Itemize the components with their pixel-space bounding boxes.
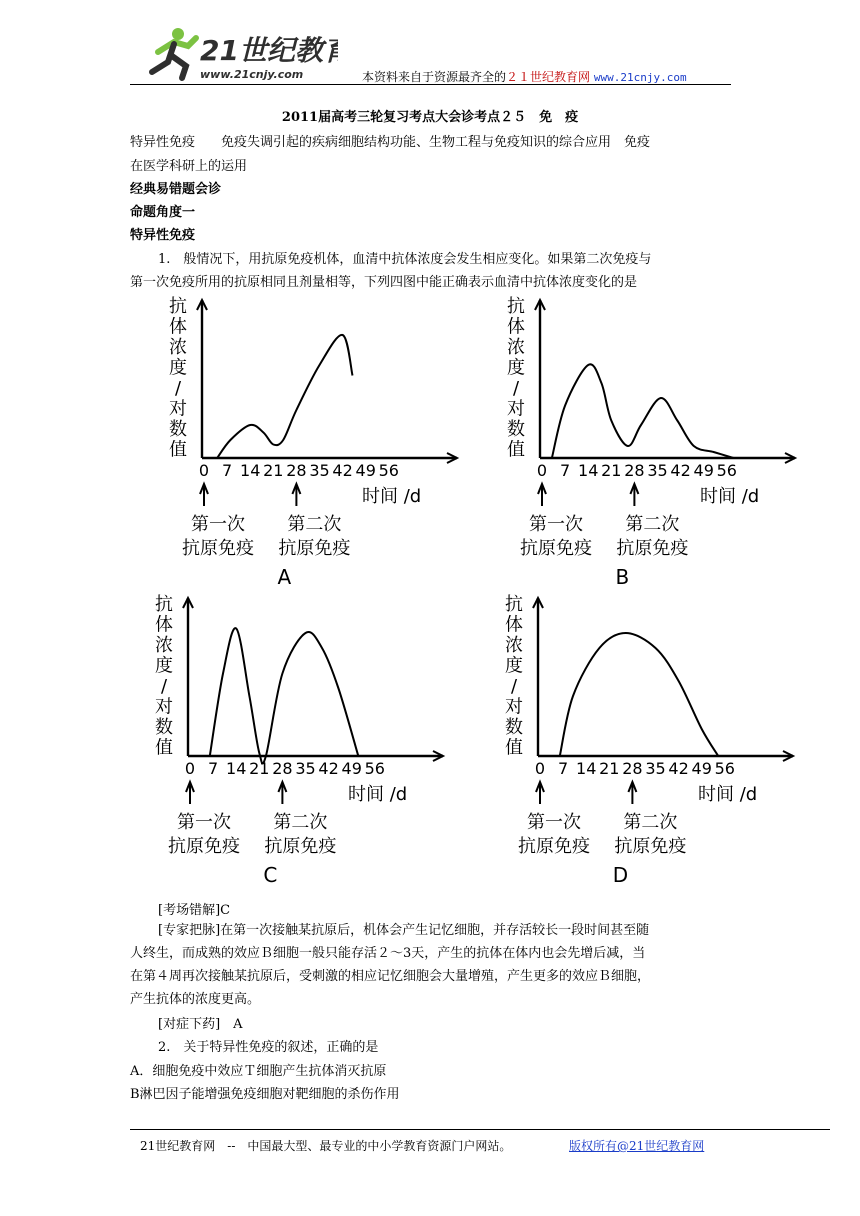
y-axis-label: 值 xyxy=(155,737,173,759)
second-immunization-label: 第二次 xyxy=(287,514,342,535)
expert-analysis-line-2: 人终生，而成熟的效应Ｂ细胞一般只能存活２～3天，产生的抗体在体内也会先增后减，当 xyxy=(130,946,646,961)
page-title: 2011届高考三轮复习考点大会诊考点２５ 免 疫 xyxy=(281,110,579,125)
y-axis-label: 数 xyxy=(169,419,187,440)
y-axis-label: 抗 xyxy=(169,296,187,317)
y-axis-label: 值 xyxy=(169,439,187,461)
y-axis-label: / xyxy=(510,676,518,697)
subsection-heading: 命题角度一 xyxy=(130,205,196,220)
x-tick-label: 21 xyxy=(249,759,270,778)
x-tick-label: 0 xyxy=(536,461,548,480)
y-axis-label: 体 xyxy=(505,614,523,636)
antibody-curve xyxy=(210,628,358,763)
y-axis-label: 度 xyxy=(155,655,173,677)
x-axis-title: 时间 /d xyxy=(348,784,408,805)
header-note xyxy=(362,68,687,85)
topics-line-1: 特异性免疫 免疫失调引起的疾病细胞结构功能、生物工程与免疫知识的综合应用 免疫 xyxy=(130,135,651,150)
x-tick-label: 42 xyxy=(668,759,689,778)
x-tick-label: 42 xyxy=(318,759,339,778)
first-immunization-label: 第一次 xyxy=(177,812,231,833)
x-tick-label: 56 xyxy=(714,759,735,778)
y-axis-label: 浓 xyxy=(505,635,523,656)
y-axis-label: 抗 xyxy=(507,296,525,317)
second-immunization-label: 第二次 xyxy=(273,812,328,833)
x-tick-label: 28 xyxy=(622,759,643,778)
x-tick-label: 21 xyxy=(601,461,622,480)
question-2-option-b: B淋巴因子能增强免疫细胞对靶细胞的杀伤作用 xyxy=(130,1087,400,1102)
x-tick-label: 14 xyxy=(576,759,597,778)
runner-icon xyxy=(152,28,196,78)
x-axis-title: 时间 /d xyxy=(362,486,422,507)
x-tick-label: 35 xyxy=(295,759,316,778)
x-tick-label: 0 xyxy=(198,461,210,480)
first-immunization-label: 抗原免疫 xyxy=(182,538,254,559)
correct-answer-value: A xyxy=(233,1017,243,1032)
expert-analysis-line-1: 在第一次接触某抗原后，机体会产生记忆细胞，并存活较长一段时间甚至随 xyxy=(220,923,650,938)
y-axis-label: / xyxy=(160,676,168,697)
x-tick-label: 0 xyxy=(184,759,196,778)
x-tick-label: 35 xyxy=(647,461,668,480)
x-tick-label: 21 xyxy=(599,759,620,778)
x-tick-label: 35 xyxy=(645,759,666,778)
x-tick-label: 14 xyxy=(240,461,261,480)
x-tick-label: 28 xyxy=(624,461,645,480)
wrong-answer-value: C xyxy=(220,903,231,918)
section-heading: 经典易错题会诊 xyxy=(130,182,222,197)
x-tick-label: 14 xyxy=(578,461,599,480)
second-immunization-label: 抗原免疫 xyxy=(616,538,689,559)
y-axis-label: 浓 xyxy=(155,635,173,656)
question-1-line-2: 第一次免疫所用的抗原相同且剂量相等，下列四图中能正确表示血清中抗体浓度变化的是 xyxy=(130,275,638,290)
x-tick-label: 14 xyxy=(226,759,247,778)
x-tick-label: 21 xyxy=(263,461,284,480)
x-tick-label: 49 xyxy=(693,461,714,480)
x-tick-label: 42 xyxy=(332,461,353,480)
y-axis-label: 度 xyxy=(507,357,525,379)
y-axis-label: 浓 xyxy=(169,337,187,358)
y-axis-label: 浓 xyxy=(507,337,525,358)
copyright-link[interactable]: 版权所有@21世纪教育网 xyxy=(569,1139,705,1153)
first-immunization-label: 第一次 xyxy=(191,514,245,535)
antibody-curve xyxy=(552,364,734,458)
graph-d xyxy=(498,588,798,888)
header-url-link[interactable]: www.21cnjy.com xyxy=(593,71,687,84)
y-axis-label: 抗 xyxy=(155,594,173,615)
y-axis-label: 抗 xyxy=(505,594,523,615)
y-axis-label: 对 xyxy=(169,398,187,420)
first-immunization-label: 第一次 xyxy=(529,514,583,535)
footer-divider xyxy=(130,1129,830,1130)
y-axis-label: 对 xyxy=(507,398,525,420)
x-axis-title: 时间 /d xyxy=(700,486,760,507)
header-note-prefix: 本资料来自于资源最齐全的 xyxy=(362,70,507,84)
header-divider xyxy=(130,84,731,85)
logo-text: 21世纪教育 xyxy=(200,34,338,67)
correct-answer-row xyxy=(158,1013,243,1032)
x-tick-label: 7 xyxy=(208,759,219,778)
x-tick-label: 42 xyxy=(670,461,691,480)
x-tick-label: 28 xyxy=(286,461,307,480)
x-tick-label: 56 xyxy=(364,759,385,778)
x-tick-label: 35 xyxy=(309,461,330,480)
y-axis-label: / xyxy=(174,378,182,399)
wrong-answer-label: [考场错解] xyxy=(158,903,221,918)
x-tick-label: 7 xyxy=(560,461,571,480)
expert-analysis-line-3: 在第４周再次接触某抗原后，受刺激的相应记忆细胞会大量增殖，产生更多的效应Ｂ细胞， xyxy=(130,969,651,984)
y-axis-label: 度 xyxy=(505,655,523,677)
y-axis-label: 体 xyxy=(155,614,173,636)
antibody-curve xyxy=(560,633,718,756)
second-immunization-label: 抗原免疫 xyxy=(614,836,687,857)
panel-label: A xyxy=(277,565,292,589)
graph-a xyxy=(162,290,462,590)
second-immunization-label: 抗原免疫 xyxy=(264,836,337,857)
graph-b xyxy=(500,290,800,590)
y-axis-label: 度 xyxy=(169,357,187,379)
header-brand-link[interactable]: ２１世纪教育网 xyxy=(506,70,591,84)
correct-answer-label: [对症下药] xyxy=(158,1017,221,1032)
second-immunization-label: 第二次 xyxy=(625,514,680,535)
antibody-curve xyxy=(217,335,352,458)
graph-c xyxy=(148,588,448,888)
question-2-option-a: A．细胞免疫中效应Ｔ细胞产生抗体消灭抗原 xyxy=(130,1064,387,1079)
y-axis-label: 体 xyxy=(507,316,525,338)
logo-url: www.21cnjy.com xyxy=(200,68,304,81)
site-logo[interactable] xyxy=(138,22,338,84)
first-immunization-label: 第一次 xyxy=(527,812,581,833)
expert-analysis-label: [专家把脉] xyxy=(158,923,221,938)
x-tick-label: 56 xyxy=(716,461,737,480)
y-axis-label: 值 xyxy=(507,439,525,461)
topics-line-2: 在医学科研上的运用 xyxy=(130,159,248,174)
y-axis-label: 数 xyxy=(505,717,523,738)
first-immunization-label: 抗原免疫 xyxy=(520,538,592,559)
y-axis-label: 值 xyxy=(505,737,523,759)
question-1-line-1: 1. 般情况下，用抗原免疫机体，血清中抗体浓度会发生相应变化。如果第二次免疫与 xyxy=(158,252,652,267)
footer-text: 21世纪教育网 -- 中国最大型、最专业的中小学教育资源门户网站。 xyxy=(140,1139,512,1153)
y-axis-label: 数 xyxy=(155,717,173,738)
expert-analysis-line-4: 产生抗体的浓度更高。 xyxy=(130,992,261,1007)
x-tick-label: 49 xyxy=(355,461,376,480)
second-immunization-label: 抗原免疫 xyxy=(278,538,351,559)
panel-label: B xyxy=(615,565,630,589)
x-tick-label: 7 xyxy=(558,759,569,778)
topic-heading: 特异性免疫 xyxy=(130,228,196,243)
question-2-stem: 2. 关于特异性免疫的叙述，正确的是 xyxy=(158,1040,379,1055)
y-axis-label: 体 xyxy=(169,316,187,338)
panel-label: C xyxy=(263,863,278,887)
first-immunization-label: 抗原免疫 xyxy=(168,836,240,857)
x-tick-label: 49 xyxy=(341,759,362,778)
second-immunization-label: 第二次 xyxy=(623,812,678,833)
y-axis-label: 对 xyxy=(505,696,523,718)
x-tick-label: 0 xyxy=(534,759,546,778)
expert-analysis xyxy=(130,919,732,1011)
x-tick-label: 28 xyxy=(272,759,293,778)
x-tick-label: 56 xyxy=(378,461,399,480)
panel-label: D xyxy=(612,863,629,887)
y-axis-label: / xyxy=(512,378,520,399)
y-axis-label: 数 xyxy=(507,419,525,440)
x-tick-label: 49 xyxy=(691,759,712,778)
first-immunization-label: 抗原免疫 xyxy=(518,836,590,857)
x-tick-label: 7 xyxy=(222,461,233,480)
wrong-answer-row xyxy=(158,899,230,918)
x-axis-title: 时间 /d xyxy=(698,784,758,805)
y-axis-label: 对 xyxy=(155,696,173,718)
